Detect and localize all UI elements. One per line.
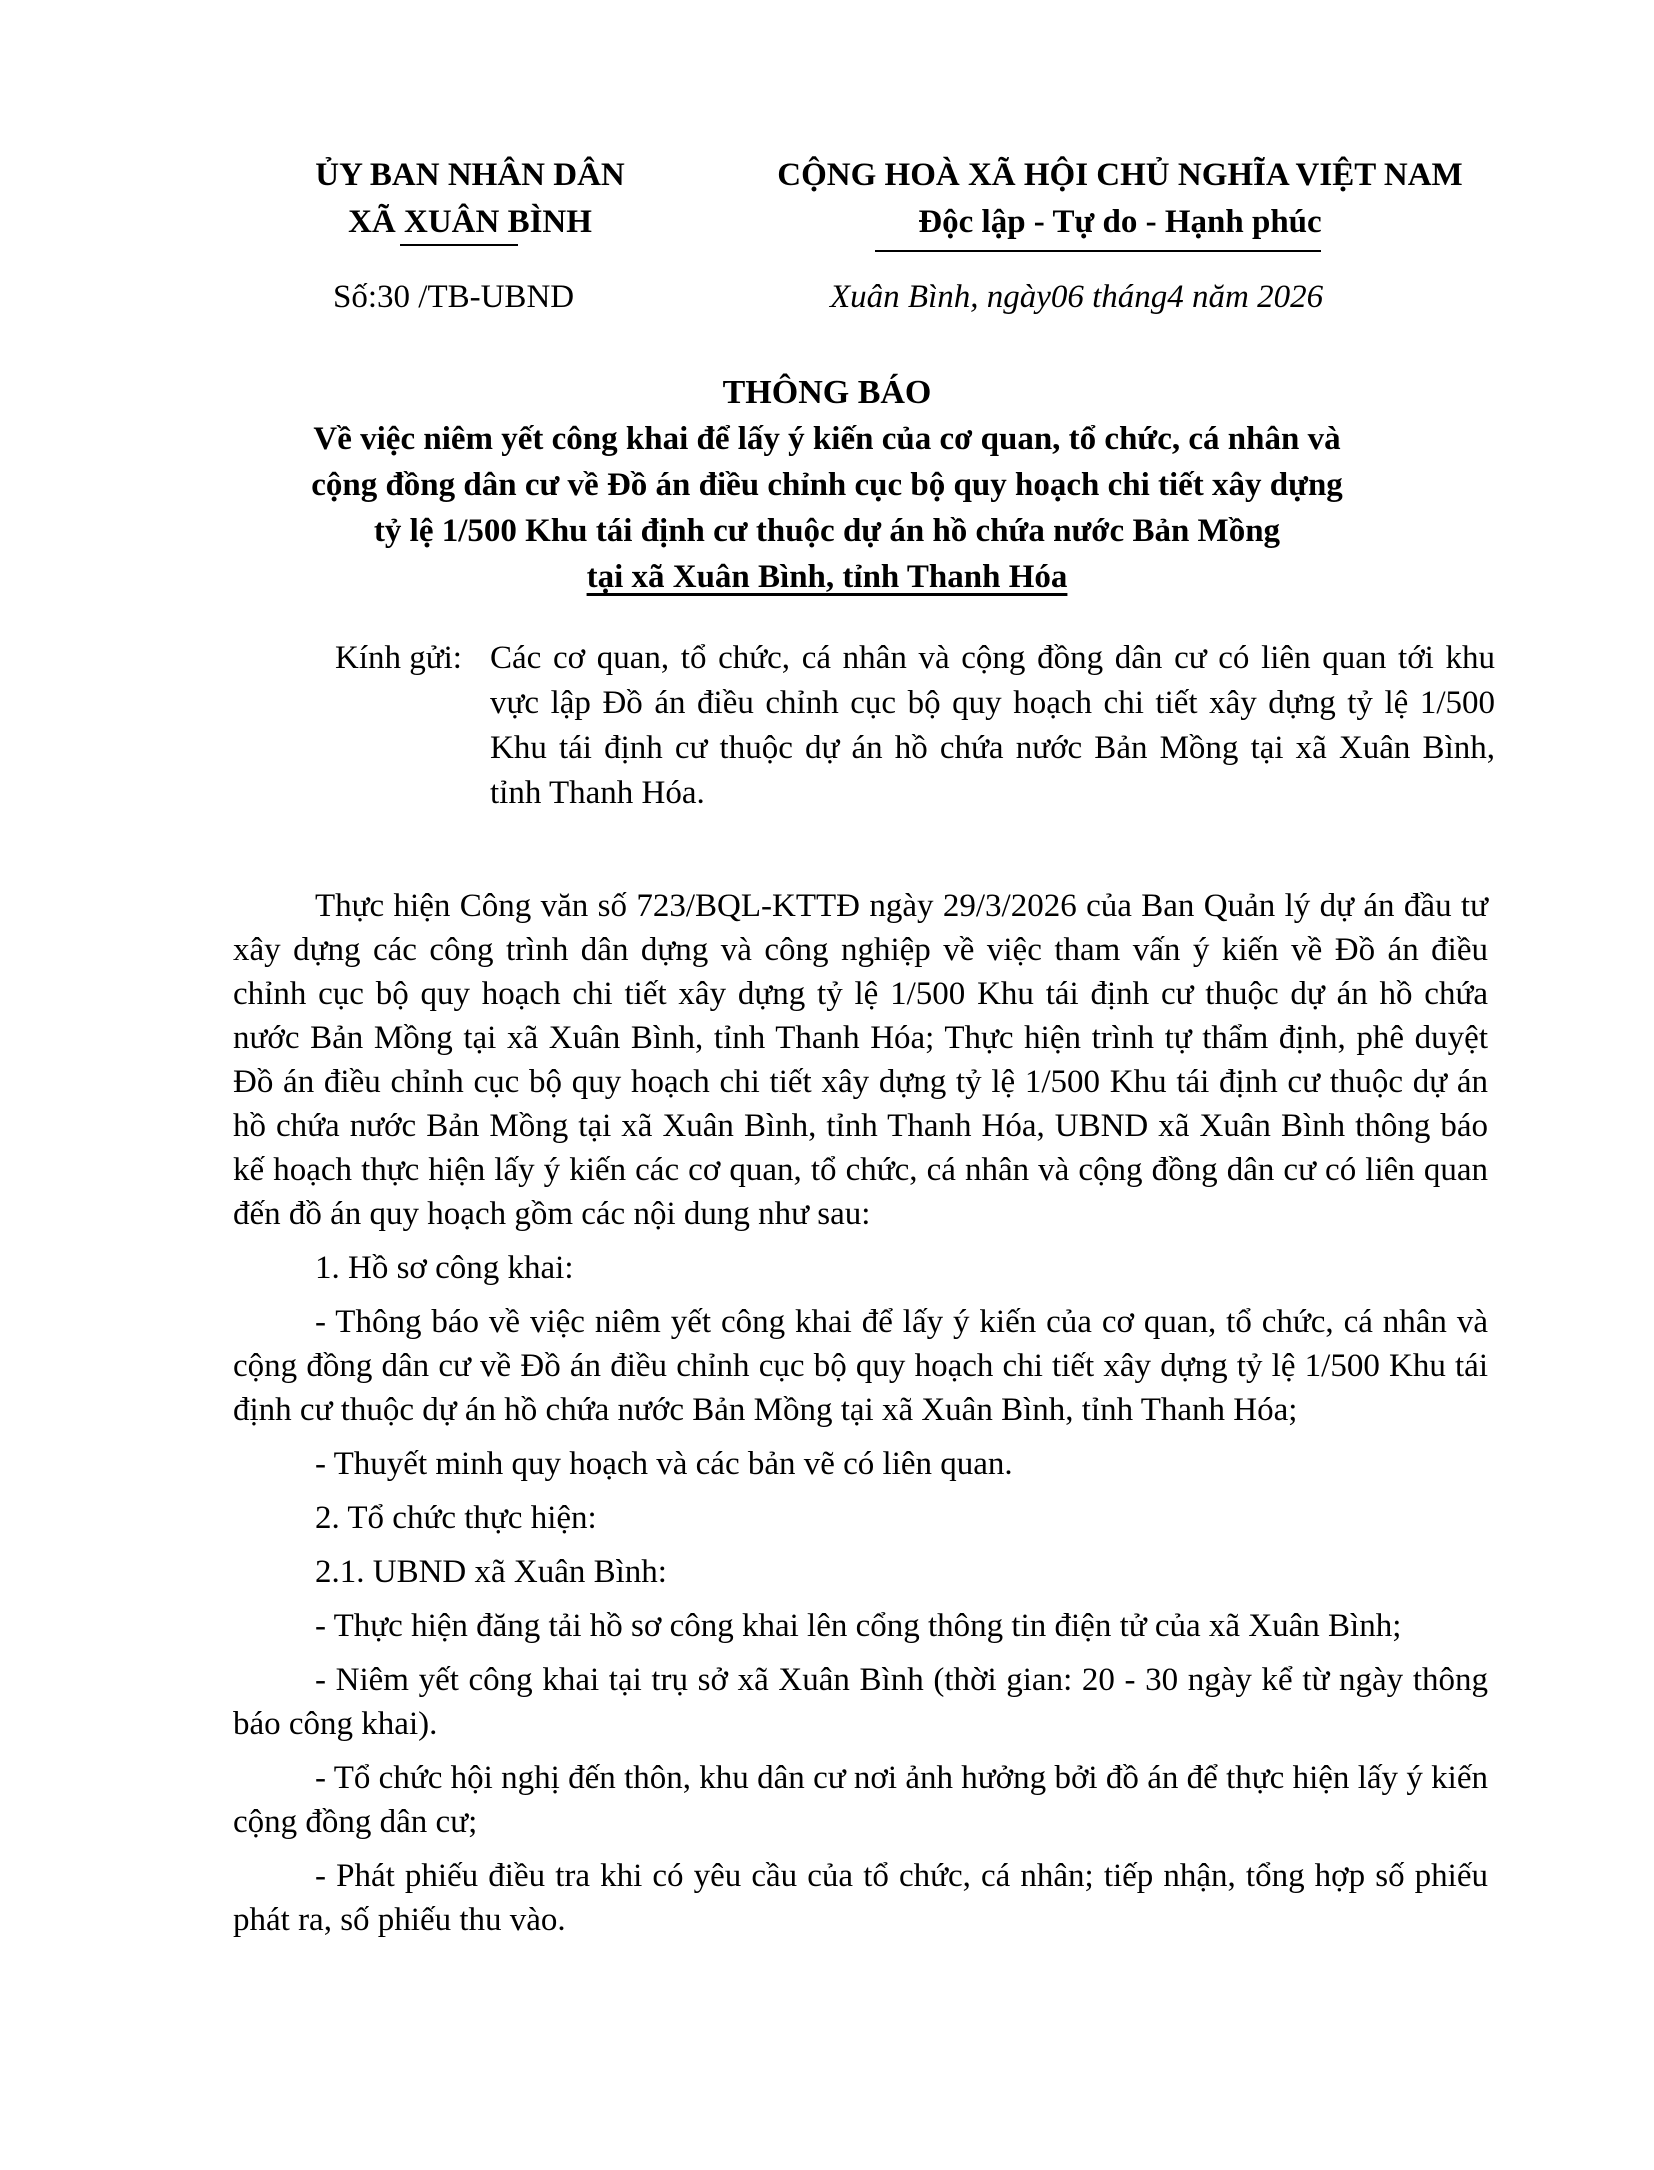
title-line2: cộng đồng dân cư về Đồ án điều chỉnh cục bộ quy hoạch chi tiết xây dựng — [311, 467, 1343, 503]
country-name: CỘNG HOÀ XÃ HỘI CHỦ NGHĨA VIỆT NAM — [777, 157, 1463, 193]
motto-underline — [875, 250, 1321, 252]
section21-title: 2.1. UBND xã Xuân Bình: — [315, 1554, 667, 1590]
section21-item1: - Thực hiện đăng tải hồ sơ công khai lên cổng thông tin điện tử của xã Xuân Bình; — [315, 1608, 1402, 1644]
document-title — [200, 370, 1454, 600]
title-line1: Về việc niêm yết công khai để lấy ý kiến của cơ quan, tổ chức, cá nhân và — [313, 421, 1341, 457]
section21-item2: - Niêm yết công khai tại trụ sở xã Xuân Bình (thời gian: 20 - 30 ngày kể từ ngày thông báo công khai). — [233, 1662, 1488, 1742]
issuer-line1: ỦY BAN NHÂN DÂN — [315, 157, 625, 193]
motto: Độc lập - Tự do - Hạnh phúc — [918, 204, 1322, 240]
section1-title: 1. Hồ sơ công khai: — [315, 1250, 574, 1286]
document-date: Xuân Bình, ngày06 tháng4 năm 2026 — [830, 279, 1324, 315]
section21-item4: - Phát phiếu điều tra khi có yêu cầu của tổ chức, cá nhân; tiếp nhận, tổng hợp số phiếu phát ra, số phiếu thu vào. — [233, 1858, 1488, 1938]
issuer-line2: XÃ XUÂN BÌNH — [348, 204, 592, 240]
document-number: Số:30 /TB-UBND — [333, 279, 575, 315]
section1-item1: - Thông báo về việc niêm yết công khai để lấy ý kiến của cơ quan, tổ chức, cá nhân và cộng đồng dân cư về Đồ án điều chỉnh cục bộ quy hoạch chi tiết xây dựng tỷ lệ 1/500 Khu tái định cư thuộc dự án hồ chứa nước Bản Mồng tại xã Xuân Bình, tỉnh Thanh Hóa; — [233, 1304, 1488, 1428]
issuer-block — [270, 152, 670, 246]
document-body — [233, 884, 1488, 1952]
recipient-block — [335, 636, 1495, 816]
intro-paragraph: Thực hiện Công văn số 723/BQL-KTTĐ ngày 29/3/2026 của Ban Quản lý dự án đầu tư xây dựng các công trình dân dựng và công nghiệp về việc tham vấn ý kiến về Đồ án điều chỉnh cục bộ quy hoạch chi tiết xây dựng tỷ lệ 1/500 Khu tái định cư thuộc dự án hồ chứa nước Bản Mồng tại xã Xuân Bình, tỉnh Thanh Hóa; Thực hiện trình tự thẩm định, phê duyệt Đồ án điều chỉnh cục bộ quy hoạch chi tiết xây dựng tỷ lệ 1/500 Khu tái định cư thuộc dự án hồ chứa nước Bản Mồng tại xã Xuân Bình, tỉnh Thanh Hóa, UBND xã Xuân Bình thông báo kế hoạch thực hiện lấy ý kiến các cơ quan, tổ chức, cá nhân và cộng đồng dân cư có liên quan đến đồ án quy hoạch gồm các nội dung như sau: — [233, 888, 1488, 1232]
issuer-underline — [400, 244, 518, 246]
title-heading: THÔNG BÁO — [722, 374, 932, 411]
section2-title: 2. Tổ chức thực hiện: — [315, 1500, 597, 1536]
section21-item3: - Tổ chức hội nghị đến thôn, khu dân cư nơi ảnh hưởng bởi đồ án để thực hiện lấy ý kiến cộng đồng dân cư; — [233, 1760, 1488, 1840]
national-motto-block — [725, 152, 1515, 246]
title-line4: tại xã Xuân Bình, tỉnh Thanh Hóa — [586, 559, 1068, 595]
title-line3: tỷ lệ 1/500 Khu tái định cư thuộc dự án hồ chứa nước Bản Mồng — [373, 513, 1281, 549]
recipient-text: Các cơ quan, tổ chức, cá nhân và cộng đồng dân cư có liên quan tới khu vực lập Đồ án điều chỉnh cục bộ quy hoạch chi tiết xây dựng tỷ lệ 1/500 Khu tái định cư thuộc dự án hồ chứa nước Bản Mồng tại xã Xuân Bình, tỉnh Thanh Hóa. — [490, 640, 1495, 811]
section1-item2: - Thuyết minh quy hoạch và các bản vẽ có liên quan. — [315, 1446, 1013, 1482]
recipient-label: Kính gửi: — [335, 640, 462, 676]
